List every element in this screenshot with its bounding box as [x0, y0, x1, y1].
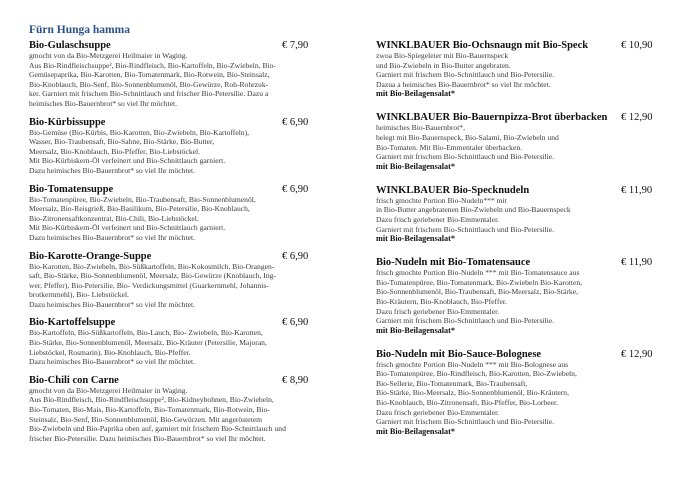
description-line: Garniert mit frischem Bio-Schnittlauch und Bio-Petersilie.: [376, 417, 554, 427]
description-line: Gemüsepaprika, Bio-Karotten, Bio-Tomatenmark, Bio-Rotwein, Bio-Steinsalz,: [29, 70, 270, 80]
dish-description: [376, 51, 666, 89]
description-line: Garniert mit frischem Bio-Schnittlauch und Bio-Petersilie.: [376, 316, 554, 326]
dish-name: Bio-Nudeln mit Bio-Tomatensauce: [376, 257, 531, 269]
description-line: Mit Bio-Kürbiskern-Öl verfeinert und Bio-Schnittlauch garniert.: [29, 156, 226, 166]
description-line: frischer Bio-Petersilie. Dazu heimisches Bio-Bauernbrot* so viel Ihr möchtet.: [29, 433, 266, 443]
description-line: Dazu heimisches Bio-Bauernbrot* so viel Ihr möchtet.: [29, 232, 195, 242]
dish-price: € 6,90: [282, 183, 309, 195]
description-line: zwoa Bio-Spiegeleier mit Bio-Bauernspeck: [376, 51, 509, 60]
description-line: brotkernmehl), Bio- Liebstöckel.: [29, 290, 129, 300]
dish-description: [29, 262, 327, 310]
menu-item: [29, 317, 327, 366]
description-line: Bio-Kartoffeln, Bio-Süßkartoffeln, Bio-Lauch, Bio- Zwiebeln, Bio-Karotten,: [29, 328, 263, 338]
side-salad-note: mit Bio-Beilagensalat*: [376, 426, 455, 436]
description-line: frisch gmochte Portion Bio-Nudeln *** mit Bio-Tomatensauce aus: [376, 268, 580, 278]
dish-price: € 11,90: [621, 184, 653, 196]
dish-price: € 6,90: [282, 317, 309, 329]
description-line: Bio-Knoblauch, Bio-Senf, Bio-Sonnenblumenöl, Bio-Gewürze, Roh-Rohrzuk-: [29, 79, 269, 89]
menu-item: [376, 185, 666, 244]
description-line: Bio-Karotten, Bio-Zwiebeln, Bio-Süßkartoffeln, Bio-Kokosmilch, Bio-Orangen-: [29, 261, 275, 271]
dish-name: Bio-Karotte-Orange-Suppe: [29, 250, 152, 262]
dish-name: Bio-Chili con Carne: [29, 374, 119, 386]
dish-name: Bio-Kartoffelsuppe: [29, 317, 116, 329]
dish-price: € 10,90: [621, 40, 653, 51]
menu-item: [29, 375, 327, 444]
dish-price: € 12,90: [621, 348, 653, 360]
dish-name: Bio-Kürbissuppe: [29, 116, 106, 128]
description-line: Bio-Knoblauch, Bio-Zitronensaft, Bio-Pfeffer, Bio-Lorbeer.: [376, 398, 558, 408]
description-line: wer, Pfeffer), Bio-Petersilie, Bio- Verdickungsmittel (Guarkernmehl, Johannis-: [29, 280, 269, 290]
description-line: Bio-Tomatenpüree, Bio-Zwiebeln, Bio-Traubensaft, Bio-Sonnenblumenöl,: [29, 194, 256, 204]
menu-item-header: [29, 375, 327, 386]
description-line: Bio-Stärke, Bio-Meersalz, Bio-Sonnenblumenöl, Bio-Kräutern,: [376, 388, 569, 398]
dish-description: [29, 328, 327, 366]
description-line: Dazu frisch geriebener Bio-Emmentaler.: [376, 306, 500, 316]
description-line: Dazua a heimisches Bio-Bauernbrot* so viel Ihr möchtet.: [376, 79, 551, 89]
menu-item: [376, 40, 666, 99]
description-line: Aus Bio-Rindfleisch, Bio-Rindfleischsuppe², Bio-Kidneybohnen, Bio-Zwiebeln,: [29, 395, 274, 405]
dish-name: WINKLBAUER Bio-Bauernpizza-Brot überbacken: [376, 112, 608, 124]
dish-price: € 8,90: [282, 374, 309, 386]
description-line: Bio-Stärke, Bio-Sonnenblumenöl, Meersalz, Bio-Kräuter (Petersilie, Majoran,: [29, 338, 267, 348]
dish-price: € 7,90: [282, 40, 309, 51]
description-line: Dazu heimisches Bio-Bauernbrot* so viel Ihr möchtet.: [29, 357, 195, 367]
dish-name: Bio-Nudeln mit Bio-Sauce-Bolognese: [376, 348, 542, 360]
description-line: gmocht von da Bio-Metzgerei Heilmaier in Waging.: [29, 385, 188, 395]
description-line: ker. Garniert mit frischem Bio-Schnittlauch und frischer Bio-Petersilie. Dazu a: [29, 89, 269, 99]
menu-item-header: [376, 257, 666, 268]
dish-description: [29, 386, 327, 444]
menu-item-header: [376, 349, 666, 360]
menu-item-header: [29, 317, 327, 328]
dish-price: € 12,90: [621, 112, 653, 124]
menu-item: [29, 40, 327, 109]
menu-item-header: [376, 112, 666, 123]
description-line: saft, Bio-Stärke, Bio-Sonnenblumenöl, Meersalz, Bio-Gewürze (Knoblauch, Ing-: [29, 271, 276, 281]
menu-item: [29, 184, 327, 243]
menu-item-header: [29, 40, 327, 51]
description-line: Meersalz, Bio-Reisgrieß, Bio-Basilikum, Bio-Petersilie, Bio-Knoblauch,: [29, 204, 250, 214]
menu-item-header: [29, 184, 327, 195]
menu-item: [376, 349, 666, 437]
description-line: Wasser, Bio-Traubensaft, Bio-Sahne, Bio-Stärke, Bio-Butter,: [29, 137, 215, 147]
dish-price: € 6,90: [282, 250, 309, 262]
description-line: Bio-Tomatenpüree, Bio-Tomatenmark, Bio-Zwiebeln Bio-Karotten,: [376, 277, 583, 287]
description-line: frisch gmochte Portion Bio-Nudeln *** mit Bio-Bolognese aus: [376, 359, 569, 369]
dish-name: Bio-Tomatensuppe: [29, 183, 114, 195]
dish-description: [29, 128, 327, 176]
dish-name: Bio-Gulaschsuppe: [29, 40, 111, 51]
section-title: Fürn Hunga hamma: [29, 24, 130, 36]
menu-item-header: [376, 40, 666, 51]
description-line: Garniert mit frischem Bio-Schnittlauch und Bio-Petersilie.: [376, 70, 554, 80]
description-line: gmocht von da Bio-Metzgerei Heilmaier in Waging.: [29, 51, 188, 60]
description-line: Bio-Tomaten, Bio-Mais, Bio-Kartoffeln, Bio-Tomatenmark, Bio-Rotwein, Bio-: [29, 405, 270, 415]
description-line: Bio-Tomatenpüree, Bio-Rindfleisch, Bio-Karotten, Bio-Zwiebeln,: [376, 369, 577, 379]
description-line: Dazu frisch geriebener Bio-Emmentaler.: [376, 407, 500, 417]
description-line: Bio-Kräutern, Bio-Knoblauch, Bio-Pfeffer.: [376, 296, 507, 306]
description-line: Bio-Gemüse (Bio-Kürbis, Bio-Karotten, Bio-Zwiebeln, Bio-Kartoffeln),: [29, 127, 250, 137]
dish-description: [376, 360, 666, 427]
menu-item-header: [376, 185, 666, 196]
side-salad-note: mit Bio-Beilagensalat*: [376, 89, 455, 99]
description-line: Bio-Sonnenblumenöl, Bio-Traubensaft, Bio-Meersalz, Bio-Stärke,: [376, 287, 578, 297]
dish-price: € 11,90: [621, 257, 653, 269]
menu-item-header: [29, 251, 327, 262]
description-line: Steinsalz, Bio-Senf, Bio-Sonnenblumenöl, Bio-Gewürzen. Mit angeröstetem: [29, 414, 263, 424]
menu-item: [29, 117, 327, 176]
menu-item: [29, 251, 327, 310]
description-line: Bio-Zitronensaftkonzentrat, Bio-Chili, Bio-Liebstöckel.: [29, 213, 199, 223]
description-line: Dazu heimisches Bio-Bauernbrot* so viel Ihr möchtet.: [29, 299, 195, 309]
left-column: [29, 40, 327, 451]
menu-item: [376, 257, 666, 336]
description-line: Aus Bio-Rindfleischsuppe², Bio-Rindfleisch, Bio-Kartoffeln, Bio-Zwiebeln, Bio-: [29, 60, 277, 70]
description-line: Liebstöckel, Rosmarin), Bio-Knoblauch, Bio-Pfeffer.: [29, 347, 191, 357]
dish-description: [29, 51, 327, 109]
description-line: Dazu heimisches Bio-Bauernbrot* so viel Ihr möchtet.: [29, 165, 195, 175]
description-line: in Bio-Butter angebratenen Bio-Zwiebeln und Bio-Bauernspeck: [376, 205, 571, 215]
description-line: und Bio-Zwiebeln in Bio-Butter angebraten.: [376, 60, 511, 70]
description-line: Mit Bio-Kürbiskern-Öl verfeinert und Bio-Schnittlauch garniert.: [29, 223, 226, 233]
menu-item-header: [29, 117, 327, 128]
dish-description: [29, 195, 327, 243]
side-salad-note: mit Bio-Beilagensalat*: [376, 325, 455, 335]
dish-name: WINKLBAUER Bio-Specknudeln: [376, 184, 530, 196]
description-line: Dazu frisch geriebener Bio-Emmentaler.: [376, 214, 500, 224]
dish-description: [376, 123, 666, 161]
side-salad-note: mit Bio-Beilagensalat*: [376, 161, 455, 171]
description-line: Garniert mit frischem Bio-Schnittlauch und Bio-Petersilie.: [376, 152, 554, 162]
description-line: Bio-Tomaten. Mit Bio-Emmentaler überbacken.: [376, 142, 523, 152]
description-line: frisch gmochte Portion Bio-Nudeln*** mit: [376, 195, 507, 205]
dish-description: [376, 268, 666, 326]
dish-price: € 6,90: [282, 116, 309, 128]
dish-description: [376, 196, 666, 234]
description-line: belegt mit Bio-Bauernspeck, Bio-Salami, Bio-Zwiebeln und: [376, 132, 559, 142]
right-column: [376, 40, 666, 450]
side-salad-note: mit Bio-Beilagensalat*: [376, 234, 455, 244]
description-line: Bio-Zwiebeln und Bio-Paprika oben auf, garniert mit frischem Bio-Schnittlauch und: [29, 424, 286, 434]
menu-item: [376, 112, 666, 171]
description-line: Bio-Sellerie, Bio-Tomatenmark, Bio-Traubensaft,: [376, 378, 528, 388]
description-line: Meersalz, Bio-Knoblauch, Bio-Pfeffer, Bio-Liebstöckel.: [29, 146, 200, 156]
dish-name: WINKLBAUER Bio-Ochsnaugn mit Bio-Speck: [376, 40, 589, 51]
description-line: Garniert mit frischem Bio-Schnittlauch und Bio-Petersilie.: [376, 224, 554, 234]
description-line: heimisches Bio-Bauernbrot* so viel Ihr möchtet.: [29, 98, 178, 108]
description-line: heimisches Bio-Bauernbrot*,: [376, 123, 465, 133]
